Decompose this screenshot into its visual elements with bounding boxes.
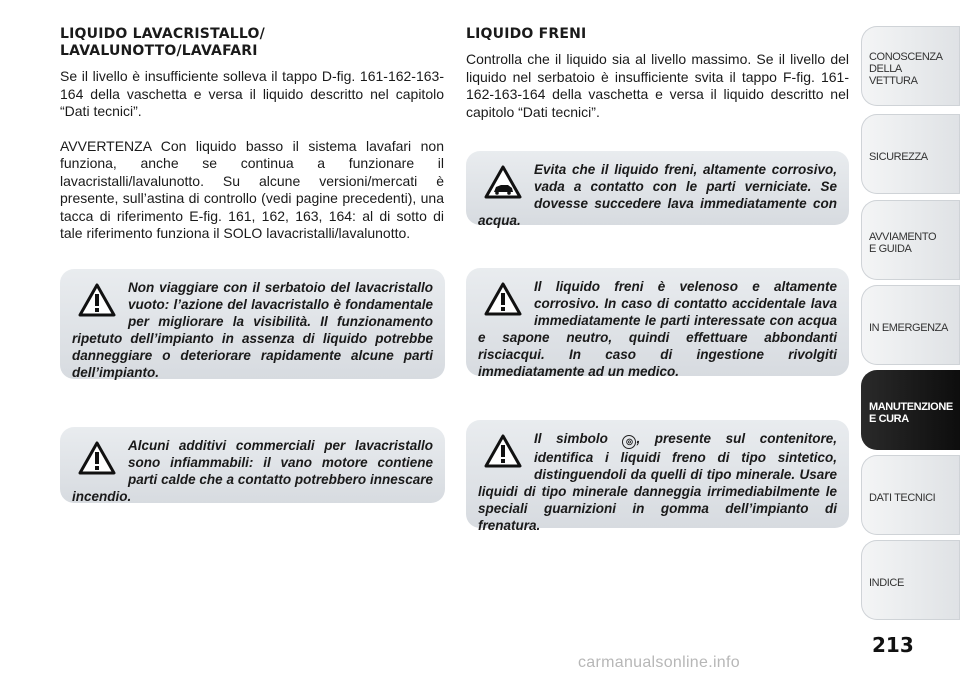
page-number: 213 (872, 633, 914, 657)
watermark: carmanualsonline.info (578, 654, 740, 671)
warning-text: Evita che il liquido freni, altamente corrosivo, vada a contatto con le parti verniciate. Se dovesse succedere lava immediatamente con acqua. (478, 162, 837, 228)
tab-label: INDICE (869, 577, 904, 589)
warning-triangle-icon (478, 282, 528, 320)
washer-fluid-heading (60, 26, 444, 60)
right-column (466, 26, 849, 121)
warning-text-post: , presente sul contenitore, identifica i liquidi freno di tipo sintetico, distinguendoli da quelli di tipo minerale. Usare liquidi di tipo minerale danneggia irrimediabilmente le speciali guarnizioni in gomma dell’impianto di frenatura. (478, 431, 837, 533)
warning-text: Il liquido freni è velenoso e altamente corrosivo. In caso di contatto accidentale lava immediatamente le parti interessate con acqua e sapone neutro, quindi effettuare abbondanti risciacqui. In caso di ingestione rivolgiti immediatamente ad un medico. (478, 279, 837, 379)
warning-text: Alcuni additivi commerciali per lavacristallo sono infiammabili: il vano motore contiene parti calde che a contatto potrebbero innescare incendio. (72, 438, 433, 504)
tab-label: MANUTENZIONE E CURA (869, 401, 953, 425)
left-column (60, 26, 444, 243)
warning-box-empty-tank (60, 269, 445, 379)
chapter-sidebar (861, 0, 960, 677)
warning-box-paint-corrosion (466, 151, 849, 228)
washer-fluid-paragraph-1: Se il livello è insufficiente solleva il tappo D-fig. 161-162-163-164 della vaschetta e versa il liquido descritto nel capitolo “Dati tecnici”. (60, 68, 444, 119)
warning-box-flammable-additives (60, 427, 445, 503)
tab-indice[interactable] (861, 540, 960, 620)
warning-triangle-icon (72, 283, 122, 321)
brake-fluid-paragraph: Controlla che il liquido sia al livello massimo. Se il livello del liquido nel serbatoio è insufficiente svita il tappo F-fig. 161-162-163-164 della vaschetta e versa il liquido descritto nel capitolo “Dati tecnici”. (466, 51, 849, 120)
tab-sicurezza[interactable] (861, 114, 960, 194)
tab-dati-tecnici[interactable] (861, 455, 960, 535)
warning-box-synthetic-fluid (466, 420, 849, 533)
washer-fluid-paragraph-2: AVVERTENZA Con liquido basso il sistema lavafari non funziona, anche se continua a funzionare il lavacristalli/lavalunotto. Su alcune versioni/mercati è presente, sull’astina di controllo (vedi pagine precedenti), una tacca di riferimento E-fig. 161, 162, 163, 164: al di sotto di tale riferimento funziona il SOLO lavacristalli/lavalunotto. (60, 137, 444, 241)
tab-in-emergenza[interactable] (861, 285, 960, 365)
brake-fluid-heading: LIQUIDO FRENI (466, 26, 587, 42)
tab-label: DATI TECNICI (869, 492, 936, 504)
heading-line-2: LAVALUNOTTO/LAVAFARI (60, 43, 258, 59)
warning-box-poison (466, 268, 849, 379)
warning-triangle-icon (72, 441, 122, 479)
tab-label: CONOSCENZA DELLA VETTURA (869, 51, 943, 87)
heading-line-1: LIQUIDO LAVACRISTALLO/ (60, 26, 265, 42)
tab-label: SICUREZZA (869, 151, 928, 163)
warning-triangle-icon (478, 434, 528, 472)
warning-text (478, 430, 837, 534)
synthetic-fluid-symbol-icon: ◎ (622, 435, 636, 449)
tab-label: IN EMERGENZA (869, 322, 948, 334)
tab-label: AVVIAMENTO E GUIDA (869, 231, 937, 255)
warning-text: Non viaggiare con il serbatoio del lavacristallo vuoto: l’azione del lavacristallo è fondamentale per migliorare la visibilità. Il funzionamento ripetuto dell’impianto in assenza di liquido potrebbe danneggiare o deteriorare rapidamente alcune parti dell’impianto. (72, 280, 433, 380)
warning-text-pre: Il simbolo (534, 431, 608, 446)
tab-manutenzione-e-cura[interactable] (861, 370, 960, 450)
tab-avviamento-e-guida[interactable] (861, 200, 960, 280)
car-paint-warning-icon (478, 165, 528, 203)
tab-conoscenza-della-vettura[interactable] (861, 26, 960, 106)
